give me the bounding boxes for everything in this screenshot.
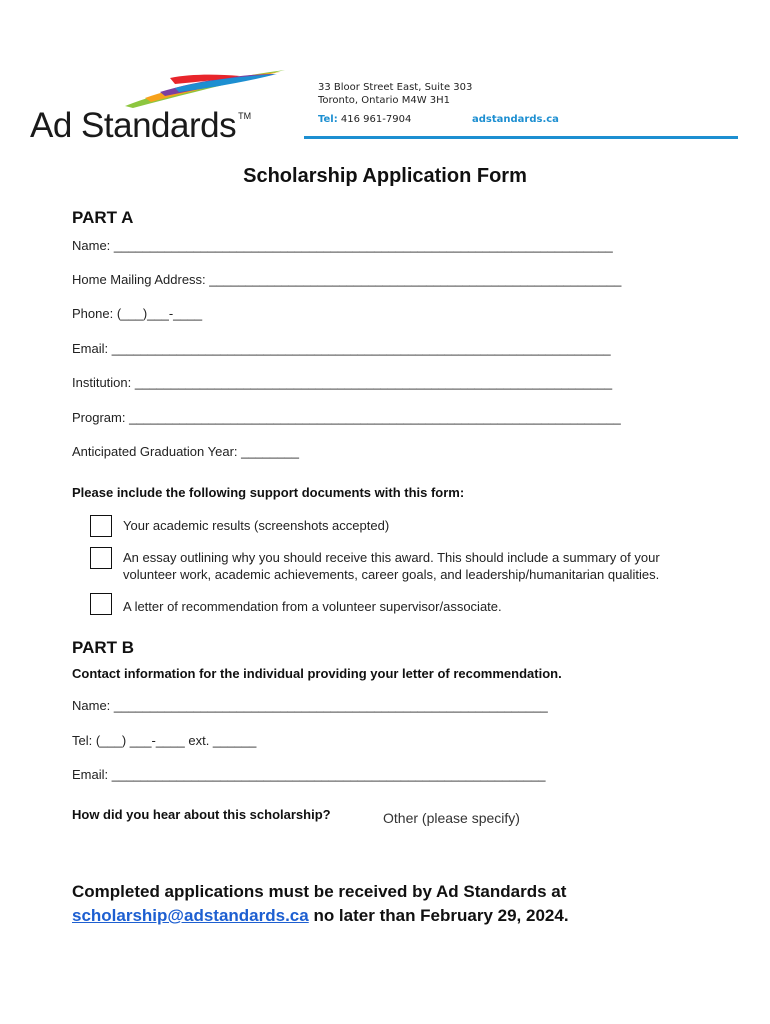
logo-wordmark: Ad Standards ™ <box>30 106 252 145</box>
page-title: Scholarship Application Form <box>243 165 527 187</box>
ad-standards-logo <box>30 66 275 146</box>
documents-heading: Please include the following support documents with this form: <box>72 485 465 500</box>
submission-notice <box>72 880 569 928</box>
hear-about-question: How did you hear about this scholarship? <box>72 807 331 822</box>
essay-checkbox[interactable] <box>90 547 112 569</box>
academic-results-checkbox[interactable] <box>90 515 112 537</box>
logo-swoosh-icon <box>115 68 290 110</box>
academic-results-label: Your academic results (screenshots accepted) <box>123 518 390 533</box>
notice-line-2: scholarship@adstandards.ca no later than February 29, 2024. <box>72 906 569 925</box>
reference-tel-field[interactable]: Tel: (___) ___-____ ext. ______ <box>72 733 257 748</box>
tel-label: Tel: <box>318 114 338 125</box>
recommendation-letter-checkbox[interactable] <box>90 593 112 615</box>
phone-field[interactable]: Phone: (___)___-____ <box>72 306 203 321</box>
home-address-field[interactable]: Home Mailing Address: _________________________________________________________ <box>72 272 622 287</box>
recommendation-letter-label: A letter of recommendation from a volunteer supervisor/associate. <box>123 599 502 614</box>
part-b-subheading: Contact information for the individual providing your letter of recommendation. <box>72 666 562 681</box>
address <box>318 81 472 107</box>
header-divider <box>304 136 738 139</box>
part-b-heading: PART B <box>72 638 135 657</box>
telephone <box>318 114 411 125</box>
graduation-year-field[interactable]: Anticipated Graduation Year: ________ <box>72 444 299 459</box>
notice-line-1: Completed applications must be received by Ad Standards at <box>72 882 567 901</box>
email-field[interactable]: Email: _____________________________________________________________________ <box>72 341 611 356</box>
reference-name-field[interactable]: Name: ____________________________________________________________ <box>72 698 548 713</box>
address-line-2: Toronto, Ontario M4W 3H1 <box>318 95 451 106</box>
tel-number: 416 961-7904 <box>340 114 412 125</box>
scholarship-email-link[interactable]: scholarship@adstandards.ca <box>72 906 309 925</box>
program-field[interactable]: Program: ____________________________________________________________________ <box>72 410 621 425</box>
website-link[interactable]: adstandards.ca <box>472 114 559 125</box>
essay-label: An essay outlining why you should receive this award. This should include a summary of your volunteer work, academic achievements, career goals, and leadership/humanitarian qualities. <box>123 550 660 582</box>
letterhead <box>0 0 770 150</box>
hear-about-select[interactable]: Other (please specify) <box>383 810 520 826</box>
address-line-1: 33 Bloor Street East, Suite 303 <box>318 82 473 93</box>
name-field[interactable]: Name: _____________________________________________________________________ <box>72 238 613 253</box>
part-a-heading: PART A <box>72 208 134 227</box>
reference-email-field[interactable]: Email: ____________________________________________________________ <box>72 767 546 782</box>
institution-field[interactable]: Institution: __________________________________________________________________ <box>72 375 613 390</box>
